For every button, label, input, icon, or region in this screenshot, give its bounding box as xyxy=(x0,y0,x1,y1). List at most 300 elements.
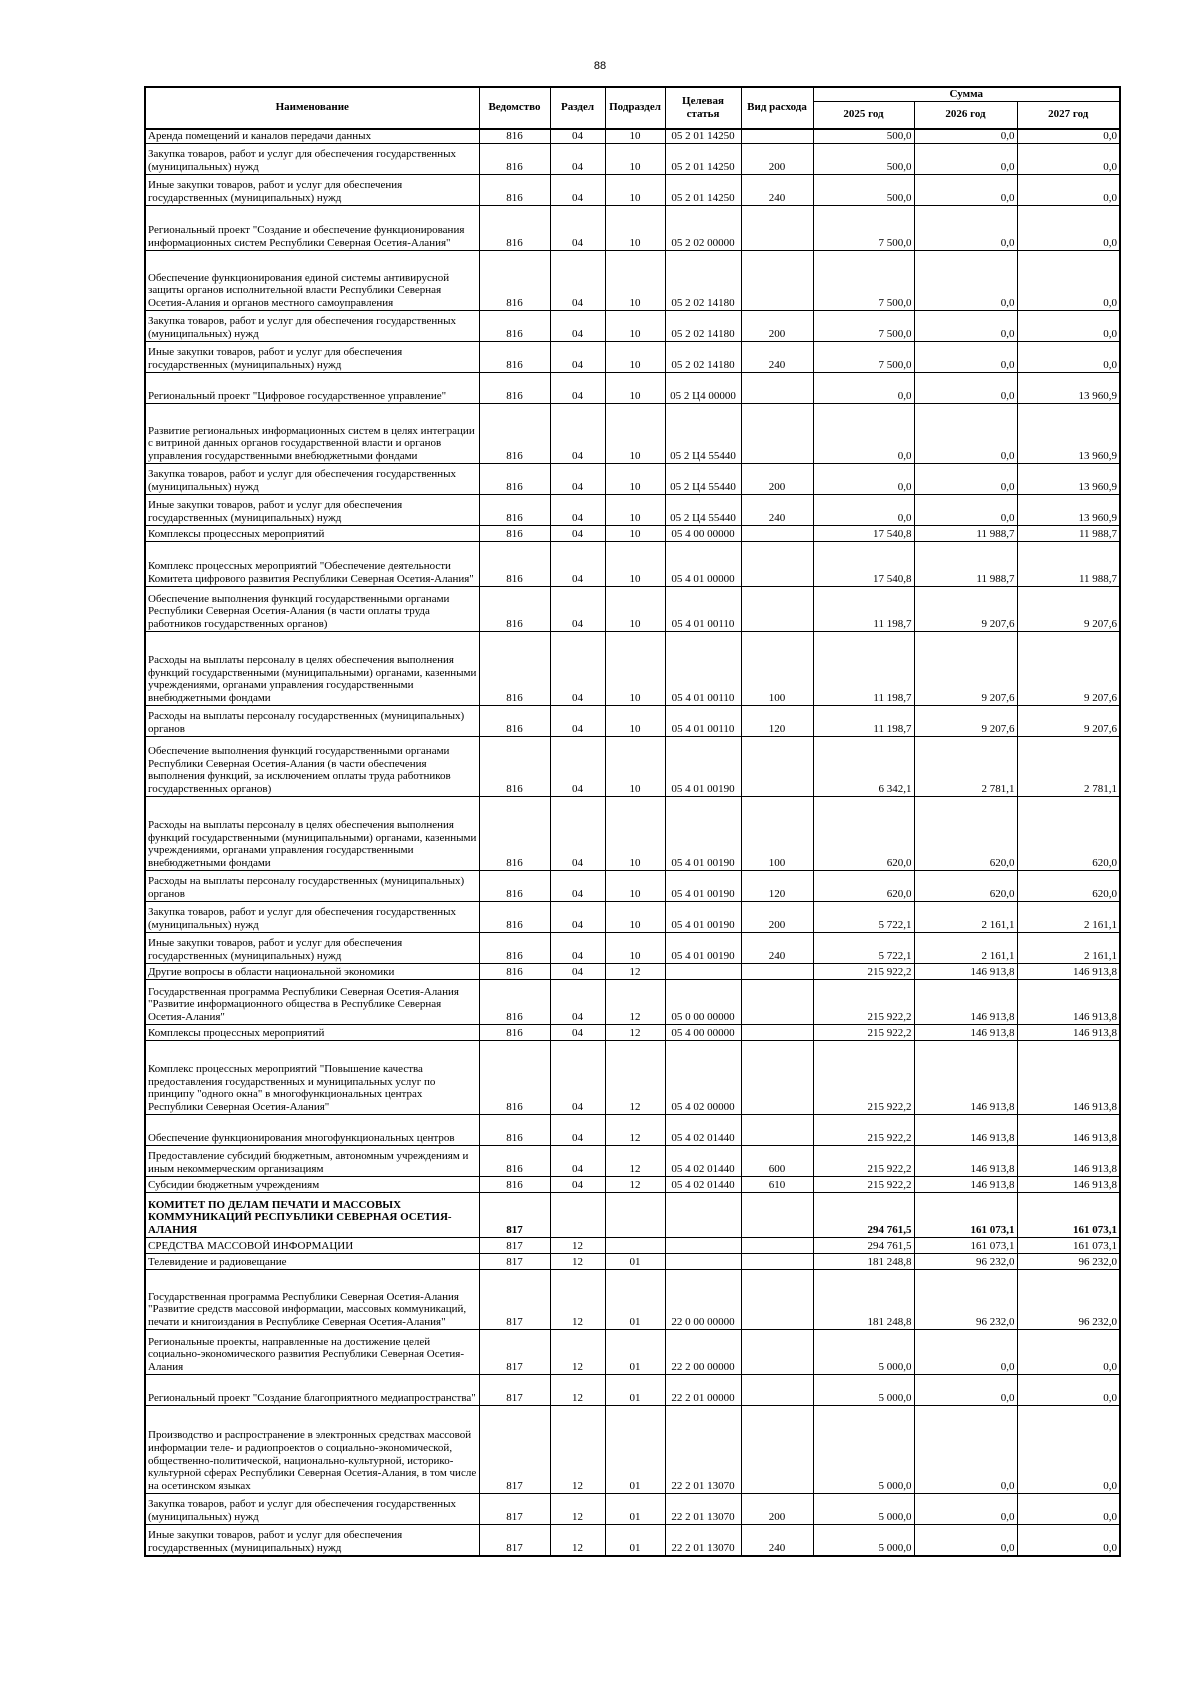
row-vid-rashoda-cell xyxy=(741,1041,813,1115)
row-sum-2027-cell: 9 207,6 xyxy=(1017,706,1120,737)
row-podrazdel-cell: 01 xyxy=(605,1406,665,1494)
row-razdel-cell: 04 xyxy=(550,495,605,526)
table-row xyxy=(145,933,1120,964)
row-sum-2026-cell: 0,0 xyxy=(914,1494,1017,1525)
row-celevaya-statya-cell: 05 2 Ц4 55440 xyxy=(665,404,741,464)
row-razdel-cell: 04 xyxy=(550,251,605,311)
row-sum-2025-cell: 0,0 xyxy=(813,373,914,404)
row-sum-2026-cell: 0,0 xyxy=(914,1406,1017,1494)
row-podrazdel-cell: 01 xyxy=(605,1375,665,1406)
row-name-cell: Обеспечение выполнения функций государственными органами Республики Северная Осетия-Алания (в части обеспечения выполнения функций, за исключением оплаты труда работников государственных органов) xyxy=(145,737,479,797)
table-row xyxy=(145,1146,1120,1177)
row-vedomstvo-cell: 816 xyxy=(479,980,550,1025)
row-sum-2026-cell: 146 913,8 xyxy=(914,1177,1017,1193)
row-sum-2026-cell: 0,0 xyxy=(914,311,1017,342)
row-razdel-cell: 04 xyxy=(550,129,605,144)
row-vid-rashoda-cell xyxy=(741,1375,813,1406)
row-celevaya-statya-cell: 05 4 01 00000 xyxy=(665,542,741,587)
row-vid-rashoda-cell: 120 xyxy=(741,706,813,737)
row-celevaya-statya-cell: 22 2 01 00000 xyxy=(665,1375,741,1406)
row-sum-2026-cell: 96 232,0 xyxy=(914,1254,1017,1270)
table-body xyxy=(145,129,1120,1556)
row-sum-2027-cell: 146 913,8 xyxy=(1017,1146,1120,1177)
row-sum-2026-cell: 0,0 xyxy=(914,175,1017,206)
row-podrazdel-cell: 12 xyxy=(605,1041,665,1115)
row-name-cell: Расходы на выплаты персоналу в целях обеспечения выполнения функций государственными (муниципальными) органами, казенными учреждениями, органами управления государственными внебюджетными фондами xyxy=(145,797,479,871)
row-name-cell: Комплексы процессных мероприятий xyxy=(145,1025,479,1041)
row-podrazdel-cell: 10 xyxy=(605,342,665,373)
row-sum-2026-cell: 9 207,6 xyxy=(914,587,1017,632)
row-celevaya-statya-cell: 05 2 02 14180 xyxy=(665,251,741,311)
row-podrazdel-cell: 10 xyxy=(605,129,665,144)
row-name-cell: Государственная программа Республики Северная Осетия-Алания "Развитие информационного общества в Республике Северная Осетия-Алания" xyxy=(145,980,479,1025)
table-row xyxy=(145,797,1120,871)
table-row xyxy=(145,251,1120,311)
table-row xyxy=(145,1193,1120,1238)
row-vid-rashoda-cell: 240 xyxy=(741,342,813,373)
row-sum-2027-cell: 0,0 xyxy=(1017,175,1120,206)
row-celevaya-statya-cell: 05 4 01 00190 xyxy=(665,902,741,933)
row-name-cell: Комплекс процессных мероприятий "Повышение качества предоставления государственных и муниципальных услуг по принципу "одного окна" в многофункциональных центрах Республики Северная Осетия-Алания" xyxy=(145,1041,479,1115)
row-sum-2025-cell: 500,0 xyxy=(813,144,914,175)
row-name-cell: Расходы на выплаты персоналу государственных (муниципальных) органов xyxy=(145,706,479,737)
row-vedomstvo-cell: 817 xyxy=(479,1254,550,1270)
row-razdel-cell: 04 xyxy=(550,964,605,980)
row-podrazdel-cell: 10 xyxy=(605,871,665,902)
row-sum-2026-cell: 146 913,8 xyxy=(914,1025,1017,1041)
row-vid-rashoda-cell xyxy=(741,373,813,404)
row-celevaya-statya-cell: 05 2 01 14250 xyxy=(665,129,741,144)
row-sum-2026-cell: 0,0 xyxy=(914,1375,1017,1406)
row-sum-2026-cell: 0,0 xyxy=(914,373,1017,404)
row-podrazdel-cell: 12 xyxy=(605,1177,665,1193)
row-sum-2025-cell: 215 922,2 xyxy=(813,1115,914,1146)
row-sum-2025-cell: 620,0 xyxy=(813,871,914,902)
row-razdel-cell: 04 xyxy=(550,526,605,542)
row-celevaya-statya-cell xyxy=(665,964,741,980)
table-row xyxy=(145,1330,1120,1375)
row-name-cell: Иные закупки товаров, работ и услуг для обеспечения государственных (муниципальных) нужд xyxy=(145,342,479,373)
row-celevaya-statya-cell: 05 2 01 14250 xyxy=(665,144,741,175)
row-vid-rashoda-cell xyxy=(741,964,813,980)
row-celevaya-statya-cell xyxy=(665,1193,741,1238)
row-sum-2025-cell: 215 922,2 xyxy=(813,1025,914,1041)
row-razdel-cell: 04 xyxy=(550,404,605,464)
row-sum-2025-cell: 7 500,0 xyxy=(813,251,914,311)
row-razdel-cell: 04 xyxy=(550,373,605,404)
row-sum-2025-cell: 17 540,8 xyxy=(813,526,914,542)
table-row xyxy=(145,129,1120,144)
row-razdel-cell: 12 xyxy=(550,1375,605,1406)
row-celevaya-statya-cell: 22 0 00 00000 xyxy=(665,1270,741,1330)
row-razdel-cell: 12 xyxy=(550,1330,605,1375)
row-celevaya-statya-cell: 05 4 01 00190 xyxy=(665,737,741,797)
row-celevaya-statya-cell: 05 2 Ц4 00000 xyxy=(665,373,741,404)
row-sum-2026-cell: 0,0 xyxy=(914,464,1017,495)
row-sum-2027-cell: 146 913,8 xyxy=(1017,980,1120,1025)
row-razdel-cell: 04 xyxy=(550,311,605,342)
row-name-cell: Предоставление субсидий бюджетным, автономным учреждениям и иным некоммерческим организациям xyxy=(145,1146,479,1177)
table-row xyxy=(145,1238,1120,1254)
row-celevaya-statya-cell: 22 2 01 13070 xyxy=(665,1406,741,1494)
row-vid-rashoda-cell: 120 xyxy=(741,871,813,902)
row-vid-rashoda-cell xyxy=(741,1254,813,1270)
row-vedomstvo-cell: 817 xyxy=(479,1270,550,1330)
row-sum-2025-cell: 0,0 xyxy=(813,404,914,464)
row-name-cell: Иные закупки товаров, работ и услуг для обеспечения государственных (муниципальных) нужд xyxy=(145,933,479,964)
row-razdel-cell: 12 xyxy=(550,1525,605,1556)
row-vedomstvo-cell: 816 xyxy=(479,1025,550,1041)
row-razdel-cell: 04 xyxy=(550,587,605,632)
row-sum-2027-cell: 0,0 xyxy=(1017,311,1120,342)
page-number: 88 xyxy=(593,60,607,72)
row-podrazdel-cell: 10 xyxy=(605,526,665,542)
row-sum-2026-cell: 0,0 xyxy=(914,206,1017,251)
row-podrazdel-cell: 10 xyxy=(605,933,665,964)
row-sum-2025-cell: 5 000,0 xyxy=(813,1494,914,1525)
row-sum-2025-cell: 215 922,2 xyxy=(813,1146,914,1177)
row-sum-2025-cell: 5 000,0 xyxy=(813,1330,914,1375)
table-row xyxy=(145,526,1120,542)
table-row xyxy=(145,1375,1120,1406)
table-row xyxy=(145,964,1120,980)
row-sum-2026-cell: 620,0 xyxy=(914,871,1017,902)
row-razdel-cell: 04 xyxy=(550,464,605,495)
row-vedomstvo-cell: 816 xyxy=(479,964,550,980)
row-podrazdel-cell: 01 xyxy=(605,1330,665,1375)
row-name-cell: Телевидение и радиовещание xyxy=(145,1254,479,1270)
row-sum-2027-cell: 0,0 xyxy=(1017,342,1120,373)
row-sum-2026-cell: 146 913,8 xyxy=(914,1115,1017,1146)
row-podrazdel-cell: 10 xyxy=(605,495,665,526)
row-name-cell: Закупка товаров, работ и услуг для обеспечения государственных (муниципальных) нужд xyxy=(145,902,479,933)
row-sum-2026-cell: 0,0 xyxy=(914,495,1017,526)
row-sum-2026-cell: 620,0 xyxy=(914,797,1017,871)
row-podrazdel-cell: 10 xyxy=(605,206,665,251)
row-podrazdel-cell: 10 xyxy=(605,311,665,342)
row-sum-2025-cell: 5 000,0 xyxy=(813,1525,914,1556)
row-vedomstvo-cell: 816 xyxy=(479,587,550,632)
table-row xyxy=(145,632,1120,706)
row-razdel-cell: 04 xyxy=(550,144,605,175)
row-celevaya-statya-cell: 05 4 01 00110 xyxy=(665,632,741,706)
row-vedomstvo-cell: 816 xyxy=(479,737,550,797)
row-sum-2027-cell: 620,0 xyxy=(1017,797,1120,871)
row-sum-2025-cell: 6 342,1 xyxy=(813,737,914,797)
row-sum-2026-cell: 11 988,7 xyxy=(914,526,1017,542)
row-razdel-cell: 04 xyxy=(550,933,605,964)
row-podrazdel-cell: 10 xyxy=(605,251,665,311)
row-celevaya-statya-cell: 05 4 02 01440 xyxy=(665,1177,741,1193)
row-sum-2027-cell: 161 073,1 xyxy=(1017,1193,1120,1238)
row-sum-2025-cell: 620,0 xyxy=(813,797,914,871)
row-vedomstvo-cell: 816 xyxy=(479,902,550,933)
table-row xyxy=(145,587,1120,632)
table-row xyxy=(145,175,1120,206)
table-row xyxy=(145,1406,1120,1494)
row-celevaya-statya-cell: 05 4 01 00190 xyxy=(665,871,741,902)
header-vid-rashoda: Вид расхода xyxy=(741,87,813,129)
row-podrazdel-cell: 01 xyxy=(605,1494,665,1525)
row-razdel-cell: 04 xyxy=(550,175,605,206)
row-sum-2027-cell: 9 207,6 xyxy=(1017,587,1120,632)
row-sum-2025-cell: 500,0 xyxy=(813,175,914,206)
row-sum-2025-cell: 11 198,7 xyxy=(813,706,914,737)
row-sum-2027-cell: 620,0 xyxy=(1017,871,1120,902)
row-sum-2026-cell: 2 161,1 xyxy=(914,902,1017,933)
row-razdel-cell: 04 xyxy=(550,1177,605,1193)
row-vedomstvo-cell: 816 xyxy=(479,373,550,404)
table-row xyxy=(145,311,1120,342)
row-vedomstvo-cell: 816 xyxy=(479,175,550,206)
row-celevaya-statya-cell: 05 4 01 00110 xyxy=(665,706,741,737)
row-vedomstvo-cell: 816 xyxy=(479,144,550,175)
row-vedomstvo-cell: 816 xyxy=(479,797,550,871)
row-vedomstvo-cell: 816 xyxy=(479,1115,550,1146)
row-sum-2025-cell: 215 922,2 xyxy=(813,1041,914,1115)
row-sum-2026-cell: 0,0 xyxy=(914,144,1017,175)
row-sum-2027-cell: 0,0 xyxy=(1017,1330,1120,1375)
row-sum-2025-cell: 11 198,7 xyxy=(813,632,914,706)
row-sum-2026-cell: 9 207,6 xyxy=(914,632,1017,706)
header-celevaya-statya: Целевая статья xyxy=(665,87,741,129)
header-name: Наименование xyxy=(145,87,479,129)
row-podrazdel-cell: 10 xyxy=(605,542,665,587)
row-name-cell: Государственная программа Республики Северная Осетия-Алания "Развитие средств массовой информации, массовых коммуникаций, печати и книгоиздания в Республике Северная Осетия-Алания" xyxy=(145,1270,479,1330)
row-celevaya-statya-cell: 05 4 01 00190 xyxy=(665,933,741,964)
table-row xyxy=(145,206,1120,251)
table-row xyxy=(145,464,1120,495)
row-sum-2027-cell: 0,0 xyxy=(1017,129,1120,144)
row-name-cell: Закупка товаров, работ и услуг для обеспечения государственных (муниципальных) нужд xyxy=(145,144,479,175)
row-razdel-cell: 12 xyxy=(550,1270,605,1330)
row-sum-2025-cell: 11 198,7 xyxy=(813,587,914,632)
table-row xyxy=(145,1270,1120,1330)
row-sum-2026-cell: 146 913,8 xyxy=(914,1041,1017,1115)
row-celevaya-statya-cell: 05 2 01 14250 xyxy=(665,175,741,206)
row-sum-2027-cell: 13 960,9 xyxy=(1017,373,1120,404)
row-razdel-cell xyxy=(550,1193,605,1238)
header-year-2026: 2026 год xyxy=(914,102,1017,129)
table-row xyxy=(145,980,1120,1025)
table-row xyxy=(145,404,1120,464)
row-sum-2025-cell: 181 248,8 xyxy=(813,1254,914,1270)
row-razdel-cell: 04 xyxy=(550,542,605,587)
row-sum-2025-cell: 215 922,2 xyxy=(813,1177,914,1193)
row-vid-rashoda-cell xyxy=(741,1238,813,1254)
row-razdel-cell: 04 xyxy=(550,980,605,1025)
row-sum-2026-cell: 2 161,1 xyxy=(914,933,1017,964)
budget-table xyxy=(144,86,1121,1557)
row-sum-2026-cell: 146 913,8 xyxy=(914,964,1017,980)
header-razdel: Раздел xyxy=(550,87,605,129)
row-vedomstvo-cell: 817 xyxy=(479,1525,550,1556)
row-vedomstvo-cell: 817 xyxy=(479,1375,550,1406)
row-vedomstvo-cell: 816 xyxy=(479,311,550,342)
row-vedomstvo-cell: 817 xyxy=(479,1238,550,1254)
row-name-cell: КОМИТЕТ ПО ДЕЛАМ ПЕЧАТИ И МАССОВЫХ КОММУНИКАЦИЙ РЕСПУБЛИКИ СЕВЕРНАЯ ОСЕТИЯ-АЛАНИЯ xyxy=(145,1193,479,1238)
row-podrazdel-cell: 01 xyxy=(605,1254,665,1270)
row-vedomstvo-cell: 817 xyxy=(479,1330,550,1375)
row-sum-2025-cell: 7 500,0 xyxy=(813,206,914,251)
table-row xyxy=(145,144,1120,175)
header-vedomstvo: Ведомство xyxy=(479,87,550,129)
row-vid-rashoda-cell: 200 xyxy=(741,311,813,342)
row-name-cell: Субсидии бюджетным учреждениям xyxy=(145,1177,479,1193)
header-year-2027: 2027 год xyxy=(1017,102,1120,129)
row-name-cell: Другие вопросы в области национальной экономики xyxy=(145,964,479,980)
row-razdel-cell: 04 xyxy=(550,206,605,251)
row-vedomstvo-cell: 816 xyxy=(479,404,550,464)
row-name-cell: Обеспечение функционирования единой системы антивирусной защиты органов исполнительной власти Республики Северная Осетия-Алания и органов местного самоуправления xyxy=(145,251,479,311)
row-celevaya-statya-cell: 05 4 00 00000 xyxy=(665,526,741,542)
row-name-cell: Обеспечение функционирования многофункциональных центров xyxy=(145,1115,479,1146)
row-celevaya-statya-cell: 05 4 01 00190 xyxy=(665,797,741,871)
row-vid-rashoda-cell: 200 xyxy=(741,144,813,175)
row-razdel-cell: 04 xyxy=(550,632,605,706)
row-vedomstvo-cell: 816 xyxy=(479,706,550,737)
row-sum-2027-cell: 146 913,8 xyxy=(1017,1115,1120,1146)
row-podrazdel-cell: 10 xyxy=(605,587,665,632)
row-podrazdel-cell: 12 xyxy=(605,964,665,980)
row-sum-2025-cell: 500,0 xyxy=(813,129,914,144)
row-celevaya-statya-cell: 05 2 02 14180 xyxy=(665,311,741,342)
row-vedomstvo-cell: 816 xyxy=(479,1146,550,1177)
row-sum-2027-cell: 0,0 xyxy=(1017,206,1120,251)
row-celevaya-statya-cell: 05 4 01 00110 xyxy=(665,587,741,632)
row-name-cell: Иные закупки товаров, работ и услуг для обеспечения государственных (муниципальных) нужд xyxy=(145,495,479,526)
row-vedomstvo-cell: 816 xyxy=(479,495,550,526)
table-row xyxy=(145,1025,1120,1041)
row-razdel-cell: 04 xyxy=(550,797,605,871)
row-podrazdel-cell: 01 xyxy=(605,1525,665,1556)
row-celevaya-statya-cell: 05 4 00 00000 xyxy=(665,1025,741,1041)
header-podrazdel: Подраздел xyxy=(605,87,665,129)
row-sum-2026-cell: 9 207,6 xyxy=(914,706,1017,737)
row-vid-rashoda-cell xyxy=(741,1193,813,1238)
table-row xyxy=(145,1525,1120,1556)
row-celevaya-statya-cell xyxy=(665,1238,741,1254)
row-vid-rashoda-cell xyxy=(741,206,813,251)
row-sum-2026-cell: 11 988,7 xyxy=(914,542,1017,587)
row-razdel-cell: 04 xyxy=(550,1025,605,1041)
row-celevaya-statya-cell: 05 4 02 00000 xyxy=(665,1041,741,1115)
row-sum-2027-cell: 11 988,7 xyxy=(1017,526,1120,542)
row-celevaya-statya-cell: 05 2 Ц4 55440 xyxy=(665,495,741,526)
row-celevaya-statya-cell: 05 2 02 14180 xyxy=(665,342,741,373)
table-header xyxy=(145,87,1120,129)
row-razdel-cell: 12 xyxy=(550,1254,605,1270)
row-name-cell: Региональный проект "Цифровое государственное управление" xyxy=(145,373,479,404)
row-name-cell: Аренда помещений и каналов передачи данных xyxy=(145,129,479,144)
row-sum-2027-cell: 0,0 xyxy=(1017,1494,1120,1525)
row-celevaya-statya-cell: 22 2 01 13070 xyxy=(665,1525,741,1556)
row-name-cell: СРЕДСТВА МАССОВОЙ ИНФОРМАЦИИ xyxy=(145,1238,479,1254)
row-vedomstvo-cell: 816 xyxy=(479,542,550,587)
row-sum-2026-cell: 0,0 xyxy=(914,1525,1017,1556)
row-razdel-cell: 04 xyxy=(550,1115,605,1146)
row-sum-2027-cell: 0,0 xyxy=(1017,1375,1120,1406)
row-sum-2027-cell: 96 232,0 xyxy=(1017,1254,1120,1270)
row-razdel-cell: 04 xyxy=(550,342,605,373)
row-vid-rashoda-cell: 200 xyxy=(741,902,813,933)
row-podrazdel-cell: 12 xyxy=(605,1025,665,1041)
row-vedomstvo-cell: 816 xyxy=(479,251,550,311)
row-name-cell: Иные закупки товаров, работ и услуг для обеспечения государственных (муниципальных) нужд xyxy=(145,1525,479,1556)
row-name-cell: Комплексы процессных мероприятий xyxy=(145,526,479,542)
row-sum-2026-cell: 146 913,8 xyxy=(914,1146,1017,1177)
row-celevaya-statya-cell: 05 2 Ц4 55440 xyxy=(665,464,741,495)
row-podrazdel-cell: 12 xyxy=(605,1115,665,1146)
row-name-cell: Закупка товаров, работ и услуг для обеспечения государственных (муниципальных) нужд xyxy=(145,464,479,495)
row-podrazdel-cell: 10 xyxy=(605,632,665,706)
row-sum-2027-cell: 2 781,1 xyxy=(1017,737,1120,797)
row-name-cell: Комплекс процессных мероприятий "Обеспечение деятельности Комитета цифрового развития Республики Северная Осетия-Алания" xyxy=(145,542,479,587)
row-sum-2025-cell: 5 000,0 xyxy=(813,1406,914,1494)
row-vedomstvo-cell: 816 xyxy=(479,129,550,144)
row-vedomstvo-cell: 817 xyxy=(479,1193,550,1238)
row-sum-2025-cell: 294 761,5 xyxy=(813,1238,914,1254)
row-vid-rashoda-cell xyxy=(741,404,813,464)
row-podrazdel-cell: 10 xyxy=(605,737,665,797)
row-vedomstvo-cell: 816 xyxy=(479,464,550,495)
row-vedomstvo-cell: 816 xyxy=(479,632,550,706)
row-vedomstvo-cell: 816 xyxy=(479,526,550,542)
row-vid-rashoda-cell xyxy=(741,526,813,542)
row-sum-2025-cell: 0,0 xyxy=(813,495,914,526)
row-vid-rashoda-cell xyxy=(741,737,813,797)
row-sum-2027-cell: 13 960,9 xyxy=(1017,464,1120,495)
row-razdel-cell: 04 xyxy=(550,1146,605,1177)
row-vid-rashoda-cell: 610 xyxy=(741,1177,813,1193)
row-celevaya-statya-cell: 05 2 02 00000 xyxy=(665,206,741,251)
row-vid-rashoda-cell xyxy=(741,1270,813,1330)
row-sum-2027-cell: 2 161,1 xyxy=(1017,902,1120,933)
table-row xyxy=(145,495,1120,526)
row-podrazdel-cell xyxy=(605,1238,665,1254)
row-podrazdel-cell: 10 xyxy=(605,175,665,206)
row-sum-2027-cell: 96 232,0 xyxy=(1017,1270,1120,1330)
table-row xyxy=(145,1494,1120,1525)
row-vid-rashoda-cell: 240 xyxy=(741,933,813,964)
row-razdel-cell: 04 xyxy=(550,737,605,797)
row-sum-2026-cell: 161 073,1 xyxy=(914,1238,1017,1254)
table-row xyxy=(145,542,1120,587)
table-row xyxy=(145,871,1120,902)
row-name-cell: Региональный проект "Создание и обеспечение функционирования информационных систем Республики Северная Осетия-Алания" xyxy=(145,206,479,251)
row-vedomstvo-cell: 816 xyxy=(479,1041,550,1115)
row-name-cell: Региональные проекты, направленные на достижение целей социально-экономического развития Республики Северная Осетия-Алания xyxy=(145,1330,479,1375)
table-row xyxy=(145,1041,1120,1115)
row-sum-2027-cell: 146 913,8 xyxy=(1017,1177,1120,1193)
row-vid-rashoda-cell: 240 xyxy=(741,175,813,206)
row-vid-rashoda-cell: 200 xyxy=(741,464,813,495)
row-sum-2026-cell: 146 913,8 xyxy=(914,980,1017,1025)
row-vid-rashoda-cell xyxy=(741,542,813,587)
row-podrazdel-cell: 10 xyxy=(605,797,665,871)
row-podrazdel-cell: 01 xyxy=(605,1270,665,1330)
row-vedomstvo-cell: 817 xyxy=(479,1406,550,1494)
row-sum-2026-cell: 0,0 xyxy=(914,251,1017,311)
row-razdel-cell: 12 xyxy=(550,1238,605,1254)
row-sum-2027-cell: 146 913,8 xyxy=(1017,1041,1120,1115)
row-sum-2027-cell: 13 960,9 xyxy=(1017,404,1120,464)
table-row xyxy=(145,737,1120,797)
row-sum-2025-cell: 294 761,5 xyxy=(813,1193,914,1238)
header-summa: Сумма xyxy=(813,87,1120,102)
row-vedomstvo-cell: 817 xyxy=(479,1494,550,1525)
row-sum-2027-cell: 0,0 xyxy=(1017,251,1120,311)
